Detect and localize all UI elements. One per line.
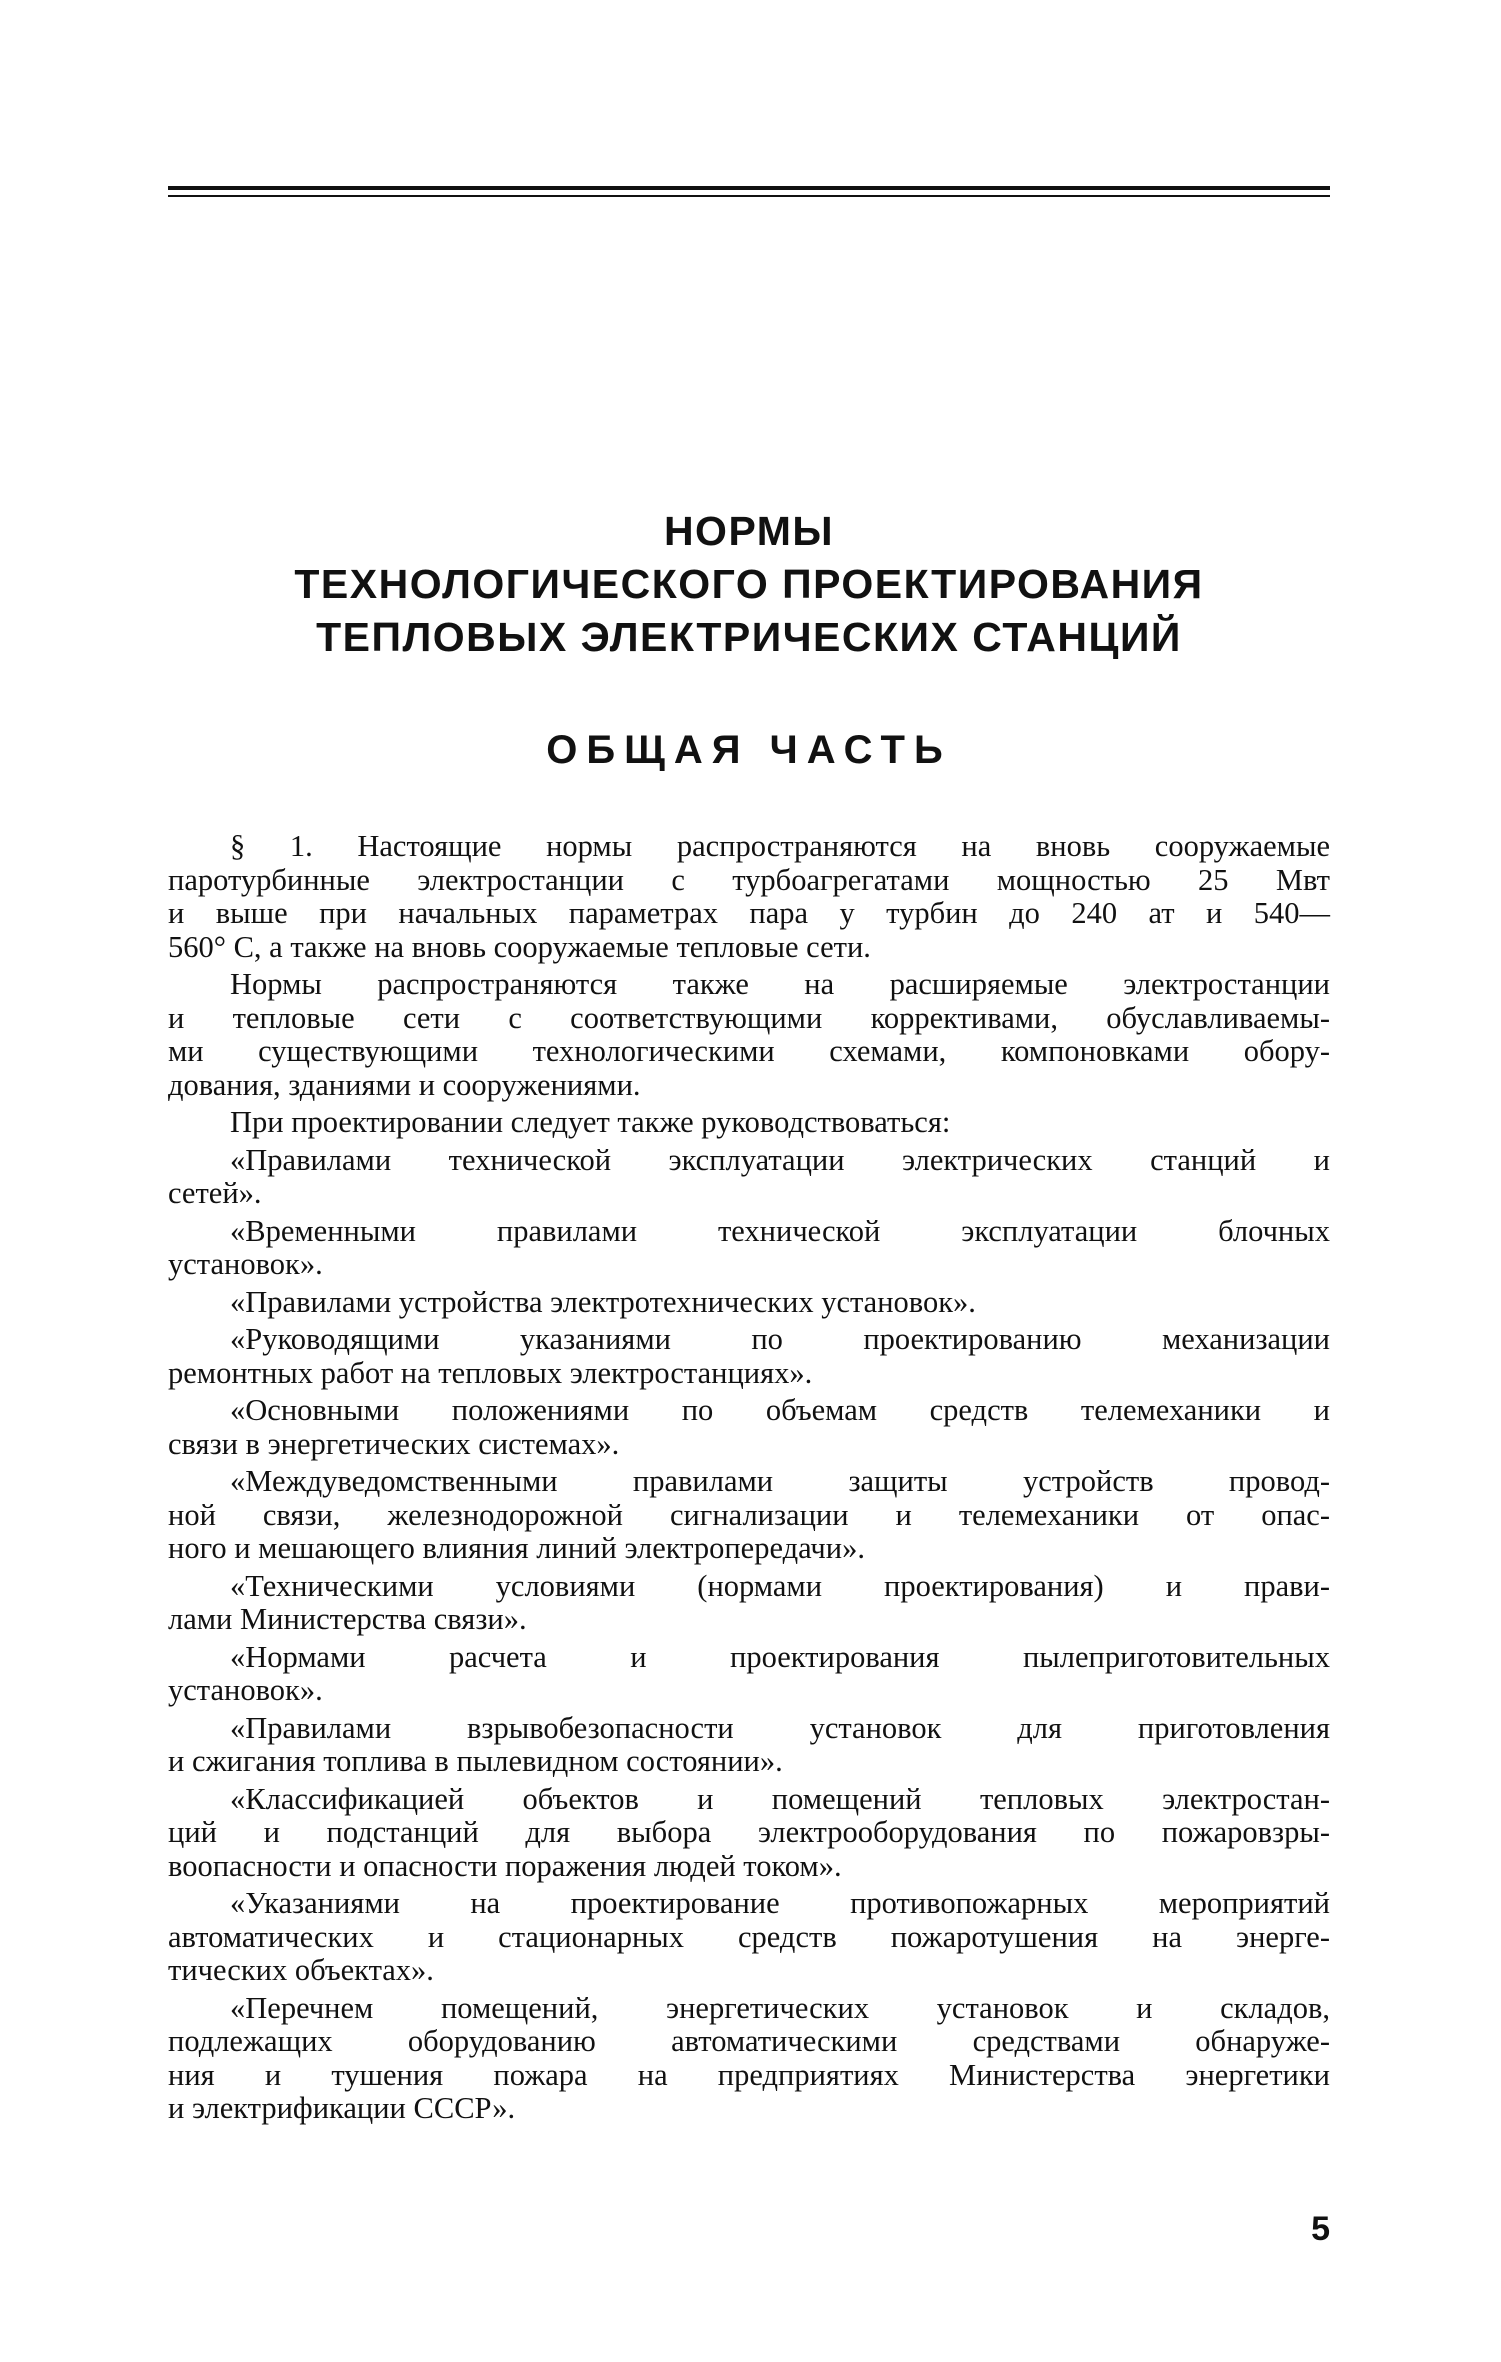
text-line: «Классификацией объектов и помещений тепловых электростан- xyxy=(230,1781,1330,1816)
text-line: и выше при начальных параметрах пара у турбин до 240 ат и 540— xyxy=(168,896,1330,930)
text-line: сетей». xyxy=(168,1176,262,1210)
document-title xyxy=(168,505,1330,664)
paragraph xyxy=(168,1215,1330,1282)
text-line: паротурбинные электростанции с турбоагрегатами мощностью 25 Мвт xyxy=(168,862,1330,897)
paragraph xyxy=(168,1465,1330,1566)
paragraph xyxy=(168,1712,1330,1779)
text-line: ремонтных работ на тепловых электростанциях». xyxy=(168,1355,813,1390)
title-line-3: ТЕПЛОВЫХ ЭЛЕКТРИЧЕСКИХ СТАНЦИЙ xyxy=(316,614,1182,660)
text-line: § 1. Настоящие нормы распространяются на вновь сооружаемые xyxy=(230,829,1330,863)
text-line: подлежащих оборудованию автоматическими средствами обнаруже- xyxy=(168,2024,1330,2058)
paragraph xyxy=(168,1106,1330,1140)
paragraph xyxy=(168,1570,1330,1637)
text-line: ной связи, железнодорожной сигнализации и телемеханики от опас- xyxy=(168,1497,1330,1532)
section-heading: ОБЩАЯ ЧАСТЬ xyxy=(546,728,952,772)
text-line: ния и тушения пожара на предприятиях Министерства энергетики xyxy=(168,2057,1330,2092)
paragraph xyxy=(168,1323,1330,1390)
text-line: и электрификации СССР». xyxy=(168,2091,516,2125)
header-rule-thick xyxy=(168,186,1330,190)
title-line-1: НОРМЫ xyxy=(663,508,835,554)
paragraph xyxy=(168,968,1330,1102)
text-line: «Правилами устройства электротехнических установок». xyxy=(230,1284,976,1319)
title-line-2: ТЕХНОЛОГИЧЕСКОГО ПРОЕКТИРОВАНИЯ xyxy=(294,561,1204,607)
text-line: «Временными правилами технической эксплуатации блочных xyxy=(230,1213,1330,1248)
text-line: 560° С, а также на вновь сооружаемые тепловые сети. xyxy=(168,929,871,964)
paragraph xyxy=(168,1286,1330,1320)
text-line: «Указаниями на проектирование противопожарных мероприятий xyxy=(230,1886,1330,1920)
paragraph xyxy=(168,1144,1330,1211)
text-line: «Правилами взрывобезопасности установок для приготовления xyxy=(230,1710,1330,1745)
text-line: установок». xyxy=(168,1247,323,1281)
text-line: и сжигания топлива в пылевидном состоянии». xyxy=(168,1744,783,1778)
body-text xyxy=(168,830,1330,2126)
text-line: «Правилами технической эксплуатации электрических станций и xyxy=(230,1142,1330,1177)
header-rule-thin xyxy=(168,195,1330,197)
text-line: ми существующими технологическими схемами, компоновками обору- xyxy=(168,1034,1330,1068)
text-line: «Основными положениями по объемам средств телемеханики и xyxy=(230,1393,1330,1427)
text-line: установок». xyxy=(168,1673,323,1707)
text-line: Нормы распространяются также на расширяемые электростанции xyxy=(230,967,1330,1001)
text-line: дования, зданиями и сооружениями. xyxy=(168,1067,641,1102)
text-line: «Перечнем помещений, энергетических установок и складов, xyxy=(230,1990,1330,2025)
page-number: 5 xyxy=(1311,2210,1330,2248)
paragraph xyxy=(168,1394,1330,1461)
paragraph xyxy=(168,1783,1330,1884)
paragraph xyxy=(168,1641,1330,1708)
text-line: автоматических и стационарных средств пожаротушения на энерге- xyxy=(168,1919,1330,1954)
text-line: ций и подстанций для выбора электрооборудования по пожаровзры- xyxy=(168,1815,1330,1849)
text-line: связи в энергетических системах». xyxy=(168,1426,620,1461)
text-line: ного и мешающего влияния линий электропередачи». xyxy=(168,1531,865,1565)
paragraph xyxy=(168,1887,1330,1988)
text-line: лами Министерства связи». xyxy=(168,1602,527,1636)
text-line: «Нормами расчета и проектирования пылеприготовительных xyxy=(230,1639,1330,1674)
text-line: «Техническими условиями (нормами проектирования) и прави- xyxy=(230,1568,1330,1603)
paragraph xyxy=(168,1992,1330,2126)
text-line: «Междуведомственными правилами защиты устройств провод- xyxy=(230,1464,1330,1498)
text-line: воопасности и опасности поражения людей током». xyxy=(168,1848,842,1883)
text-line: тических объектах». xyxy=(168,1953,434,1987)
text-line: «Руководящими указаниями по проектированию механизации xyxy=(230,1322,1330,1356)
text-line: При проектировании следует также руководствоваться: xyxy=(230,1105,951,1139)
text-line: и тепловые сети с соответствующими коррективами, обуславливаемы- xyxy=(168,1000,1330,1035)
paragraph xyxy=(168,830,1330,964)
